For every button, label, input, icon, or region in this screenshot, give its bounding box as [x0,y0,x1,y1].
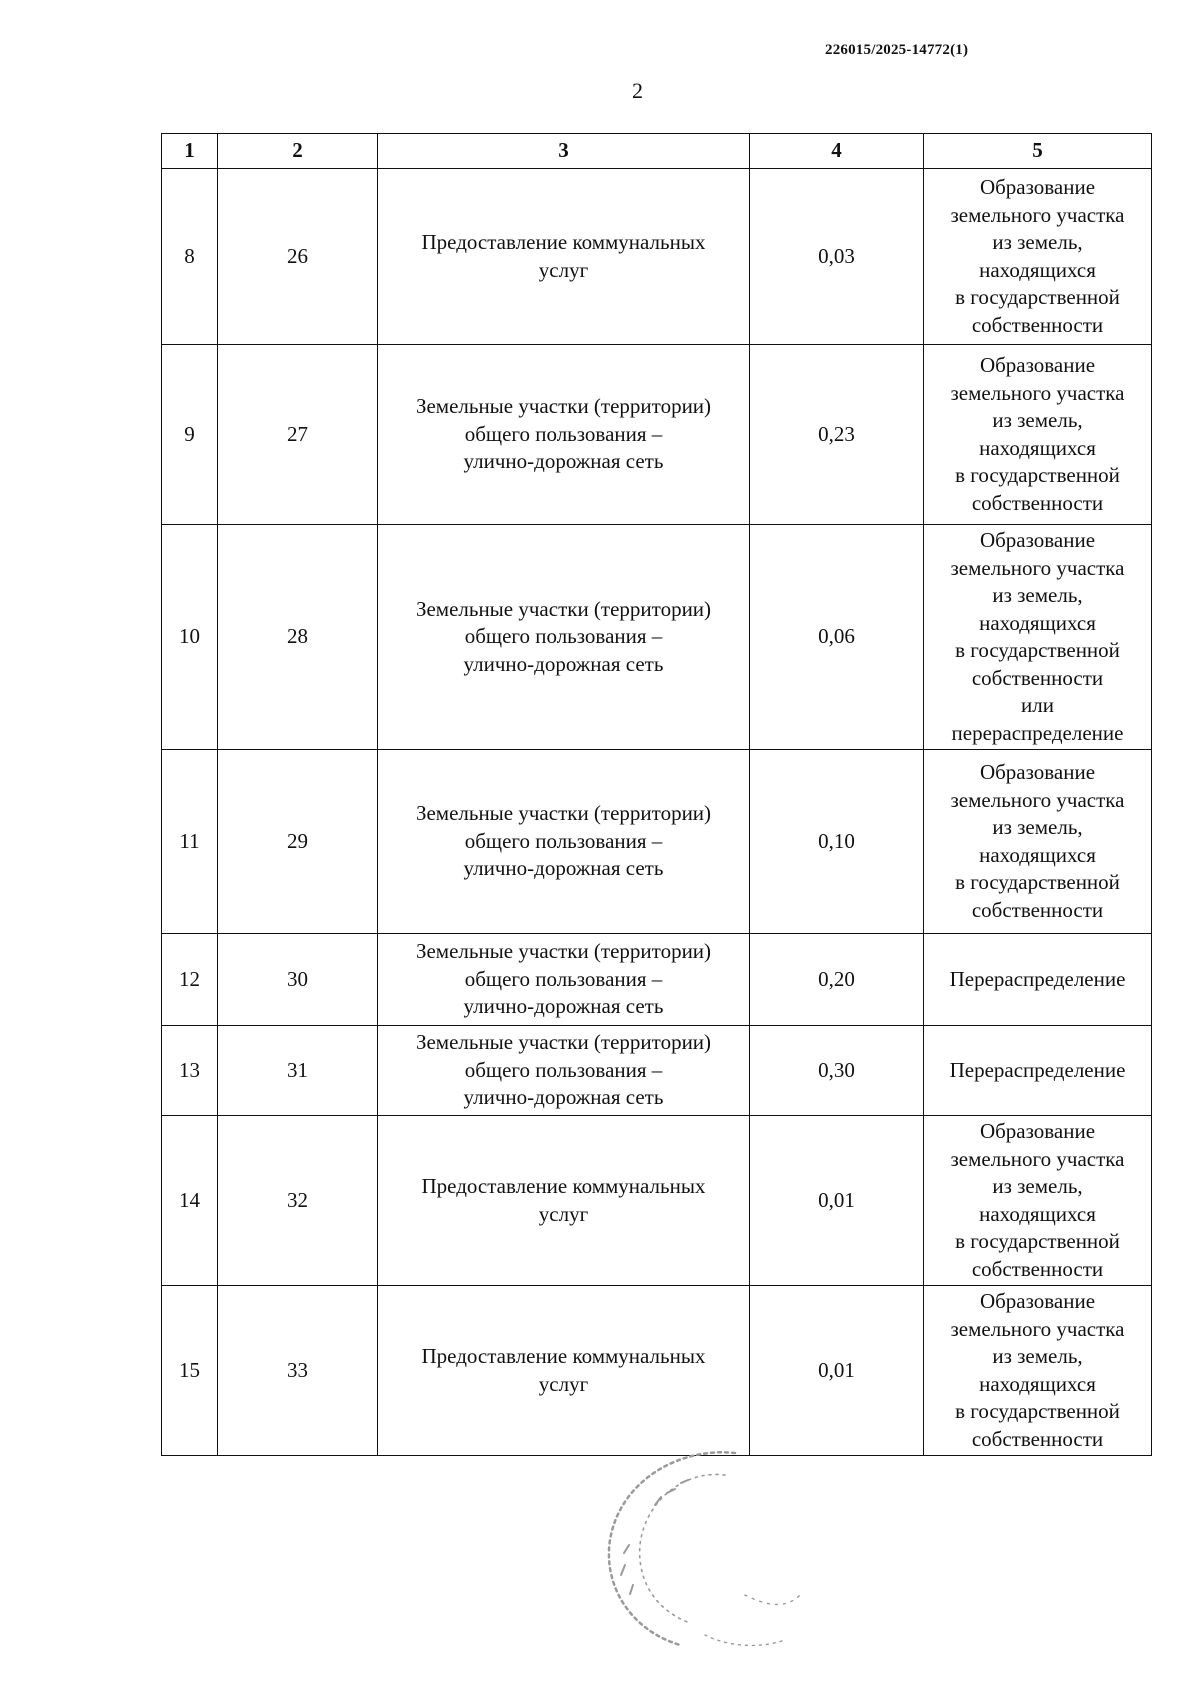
area-cell: 0,01 [750,1286,924,1456]
land-plots-table [161,133,1152,1456]
purpose-cell: Предоставление коммунальных услуг [378,169,750,345]
row-number-cell: 12 [162,934,218,1026]
table-row [162,1026,1152,1116]
header-cell-4: 4 [750,134,924,169]
purpose-cell: Земельные участки (территории) общего пользования – улично-дорожная сеть [378,750,750,934]
header-cell-3: 3 [378,134,750,169]
table-header-row [162,134,1152,169]
page-number: 2 [632,78,643,103]
plot-number-cell: 31 [218,1026,378,1116]
row-number-cell: 11 [162,750,218,934]
formation-method-cell: Образование земельного участка из земель, находящихся в государственной собственности [924,1116,1152,1286]
plot-number-cell: 33 [218,1286,378,1456]
area-cell: 0,23 [750,345,924,525]
formation-method-cell: Образование земельного участка из земель, находящихся в государственной собственности [924,169,1152,345]
row-number-cell: 15 [162,1286,218,1456]
row-number-cell: 10 [162,525,218,750]
purpose-cell: Предоставление коммунальных услуг [378,1286,750,1456]
table-row [162,345,1152,525]
purpose-cell: Земельные участки (территории) общего пользования – улично-дорожная сеть [378,1026,750,1116]
table-row [162,525,1152,750]
area-cell: 0,10 [750,750,924,934]
formation-method-cell: Перераспределение [924,934,1152,1026]
header-cell-5: 5 [924,134,1152,169]
table-row [162,934,1152,1026]
plot-number-cell: 27 [218,345,378,525]
formation-method-cell: Образование земельного участка из земель, находящихся в государственной собственности [924,750,1152,934]
formation-method-cell: Образование земельного участка из земель, находящихся в государственной собственности [924,1286,1152,1456]
formation-method-cell: Образование земельного участка из земель, находящихся в государственной собственности [924,345,1152,525]
plot-number-cell: 26 [218,169,378,345]
plot-number-cell: 30 [218,934,378,1026]
area-cell: 0,03 [750,169,924,345]
row-number-cell: 13 [162,1026,218,1116]
area-cell: 0,30 [750,1026,924,1116]
purpose-cell: Земельные участки (территории) общего пользования – улично-дорожная сеть [378,345,750,525]
header-cell-1: 1 [162,134,218,169]
document-registration-number: 226015/2025-14772(1) [825,42,969,58]
header-cell-2: 2 [218,134,378,169]
row-number-cell: 9 [162,345,218,525]
plot-number-cell: 28 [218,525,378,750]
area-cell: 0,06 [750,525,924,750]
formation-method-cell: Перераспределение [924,1026,1152,1116]
table-row [162,750,1152,934]
purpose-cell: Предоставление коммунальных услуг [378,1116,750,1286]
area-cell: 0,20 [750,934,924,1026]
table-row [162,169,1152,345]
faded-stamp-image [585,1445,825,1655]
plot-number-cell: 29 [218,750,378,934]
purpose-cell: Земельные участки (территории) общего пользования – улично-дорожная сеть [378,525,750,750]
formation-method-cell: Образование земельного участка из земель, находящихся в государственной собственности или перераспределение [924,525,1152,750]
table-row [162,1116,1152,1286]
purpose-cell: Земельные участки (территории) общего пользования – улично-дорожная сеть [378,934,750,1026]
row-number-cell: 14 [162,1116,218,1286]
area-cell: 0,01 [750,1116,924,1286]
plot-number-cell: 32 [218,1116,378,1286]
table-row [162,1286,1152,1456]
row-number-cell: 8 [162,169,218,345]
